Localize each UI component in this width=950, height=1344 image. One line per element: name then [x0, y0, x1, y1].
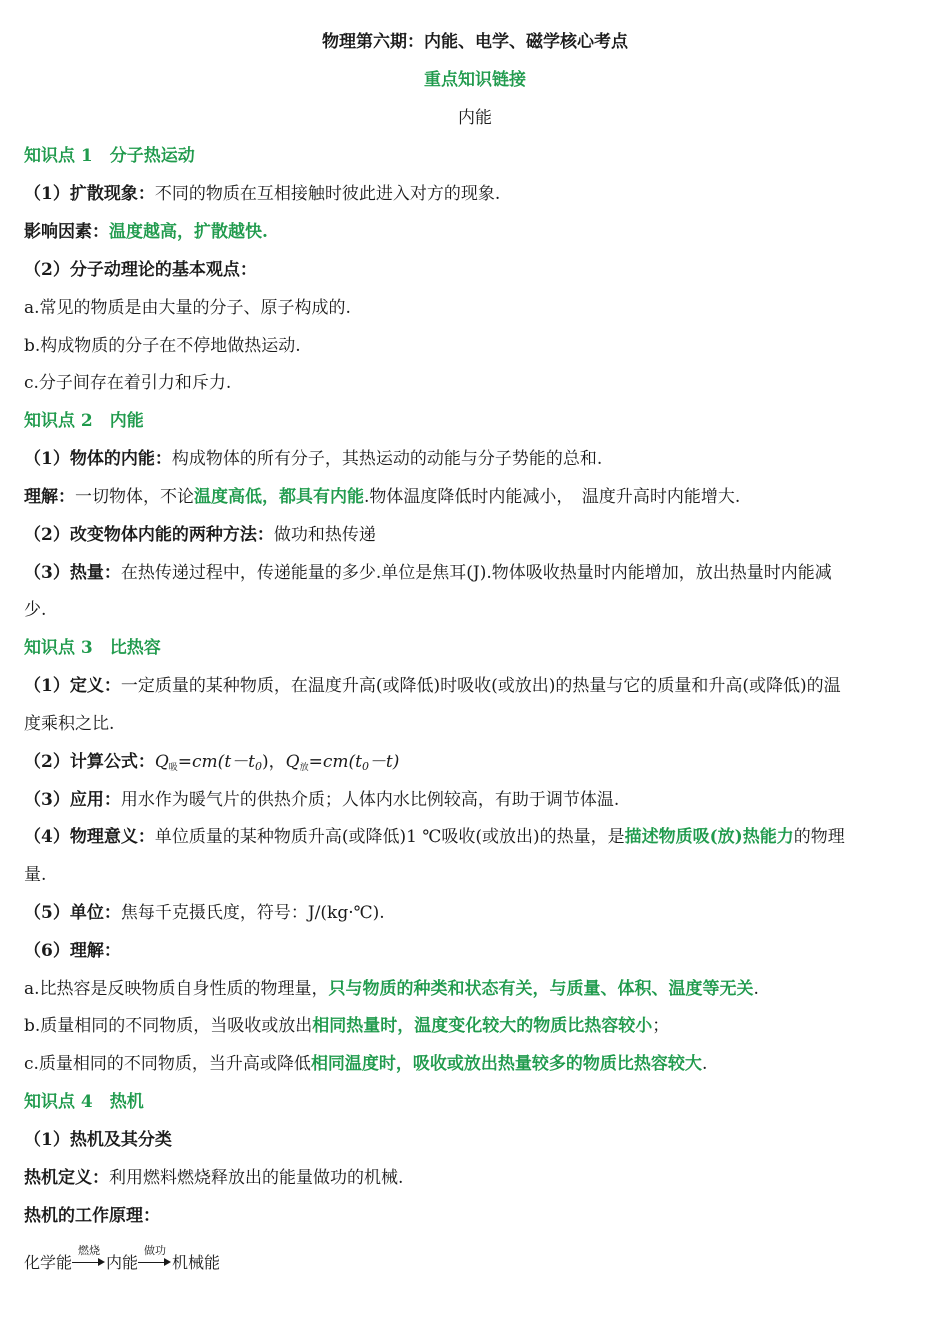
understanding-c — [24, 1053, 707, 1075]
meaning-highlight: 描述物质吸(放)热能力 — [624, 827, 794, 847]
und-b-highlight: 相同热量时，温度变化较大的物质比热容较小 — [312, 1016, 653, 1036]
formula-release-expr: =cm(t — [308, 752, 362, 772]
kp1-diffusion — [24, 183, 500, 205]
understanding-label: 理解： — [24, 487, 75, 507]
internal-energy-label: （1）物体的内能： — [24, 449, 172, 469]
kp3-definition — [24, 675, 841, 697]
und-c-pre: c.质量相同的不同物质，当升高或降低 — [24, 1054, 311, 1074]
kp3-unit — [24, 902, 385, 924]
theory-label: （2）分子动理论的基本观点： — [24, 260, 257, 280]
understanding-pre: 一切物体，不论 — [75, 487, 194, 507]
unit-label: （5）单位： — [24, 903, 121, 923]
heat-text: 在热传递过程中，传递能量的多少.单位是焦耳(J).物体吸收热量时内能增加，放出热量时内能减 — [120, 563, 832, 583]
formula-q-release: Q — [285, 752, 300, 772]
heat-engine-class: （1）热机及其分类 — [24, 1130, 172, 1150]
flow-internal: 内能 — [106, 1253, 139, 1272]
formula-q-absorb: Q — [154, 752, 169, 772]
theory-a: a.常见的物质是由大量的分子、原子构成的. — [24, 298, 351, 318]
kp3-heading: 知识点 3 比热容 — [24, 638, 161, 658]
kp2-heat — [24, 562, 832, 584]
kp1-heading: 知识点 1 分子热运动 — [24, 146, 195, 166]
flow-chemical: 化学能 — [24, 1253, 73, 1272]
methods-text: 做功和热传递 — [273, 525, 376, 545]
definition-label: （1）定义： — [24, 676, 121, 696]
kp2-understanding — [24, 486, 740, 508]
work-label: 做功 — [144, 1244, 167, 1257]
factor-label: 影响因素： — [24, 222, 109, 242]
kp2-methods — [24, 524, 376, 546]
definition-text: 一定质量的某种物质，在温度升高(或降低)时吸收(或放出)的热量与它的质量和升高(或降低)的温 — [120, 676, 841, 696]
engine-def-label: 热机定义： — [24, 1168, 109, 1188]
t0-subscript-2: 0 — [361, 760, 369, 773]
definition-text-continued: 度乘积之比. — [24, 714, 115, 734]
und-c-highlight: 相同温度时，吸收或放出热量较多的物质比热容较大 — [310, 1054, 702, 1074]
formula-absorb-expr: =cm(t－t — [177, 752, 255, 772]
internal-energy-text: 构成物体的所有分子，其热运动的动能与分子势能的总和. — [171, 449, 603, 469]
heat-label: （3）热量： — [24, 563, 121, 583]
kp3-understanding-label: （6）理解： — [24, 941, 121, 961]
factor-text: 温度越高，扩散越快. — [109, 222, 268, 242]
methods-label: （2）改变物体内能的两种方法： — [24, 525, 274, 545]
unit-text: 焦每千克摄氏度，符号：J/(kg·℃). — [120, 903, 385, 923]
kp2-heading: 知识点 2 内能 — [24, 411, 144, 431]
meaning-post: 的物理 — [793, 827, 845, 847]
kp3-application — [24, 789, 619, 811]
application-label: （3）应用： — [24, 790, 121, 810]
kp3-meaning — [24, 826, 845, 848]
formula-separator: )， — [261, 752, 286, 772]
meaning-pre: 单位质量的某种物质升高(或降低)1 ℃吸收(或放出)的热量，是 — [154, 827, 625, 847]
kp2-definition — [24, 448, 602, 470]
und-b-post: ； — [652, 1016, 670, 1036]
und-c-post: . — [701, 1054, 708, 1074]
flow-mechanical: 机械能 — [172, 1253, 221, 1272]
theory-c: c.分子间存在着引力和斥力. — [24, 373, 232, 393]
kp4-heading: 知识点 4 热机 — [24, 1092, 144, 1112]
page-title: 物理第六期：内能、电学、磁学核心考点 — [322, 32, 628, 52]
flow-arrow-work — [138, 1244, 172, 1274]
understanding-a — [24, 978, 759, 1000]
formula-release-end: －t) — [368, 752, 400, 772]
energy-flow — [24, 1244, 221, 1274]
engine-principle-label: 热机的工作原理： — [24, 1206, 160, 1226]
theory-b: b.构成物质的分子在不停地做热运动. — [24, 336, 301, 356]
meaning-label: （4）物理意义： — [24, 827, 155, 847]
t0-subscript: 0 — [254, 760, 262, 773]
und-a-post: . — [753, 979, 759, 999]
und-a-pre: a.比热容是反映物质自身性质的物理量， — [24, 979, 329, 999]
kp4-definition — [24, 1167, 403, 1189]
application-text: 用水作为暖气片的供热介质；人体内水比例较高，有助于调节体温. — [120, 790, 620, 810]
subsection-title: 内能 — [458, 108, 492, 128]
engine-def-text: 利用燃料燃烧释放出的能量做功的机械. — [109, 1168, 404, 1188]
und-b-pre: b.质量相同的不同物质，当吸收或放出 — [24, 1016, 313, 1036]
diffusion-label: （1）扩散现象： — [24, 184, 155, 204]
kp3-formula — [24, 751, 399, 779]
understanding-b — [24, 1015, 669, 1037]
burn-label: 燃烧 — [78, 1244, 101, 1257]
section-heading: 重点知识链接 — [424, 70, 526, 90]
absorb-subscript: 吸 — [168, 763, 178, 773]
und-a-highlight: 只与物质的种类和状态有关，与质量、体积、温度等无关 — [328, 979, 754, 999]
formula-label: （2）计算公式： — [24, 752, 155, 772]
meaning-continued: 量. — [24, 865, 47, 885]
flow-arrow-burn — [72, 1244, 106, 1274]
diffusion-text: 不同的物质在互相接触时彼此进入对方的现象. — [154, 184, 501, 204]
understanding-highlight: 温度高低，都具有内能 — [194, 487, 364, 507]
kp1-factor — [24, 221, 268, 243]
understanding-post: .物体温度降低时内能减小， 温度升高时内能增大. — [364, 487, 741, 507]
heat-text-continued: 少. — [24, 600, 47, 620]
release-subscript: 放 — [299, 763, 309, 773]
